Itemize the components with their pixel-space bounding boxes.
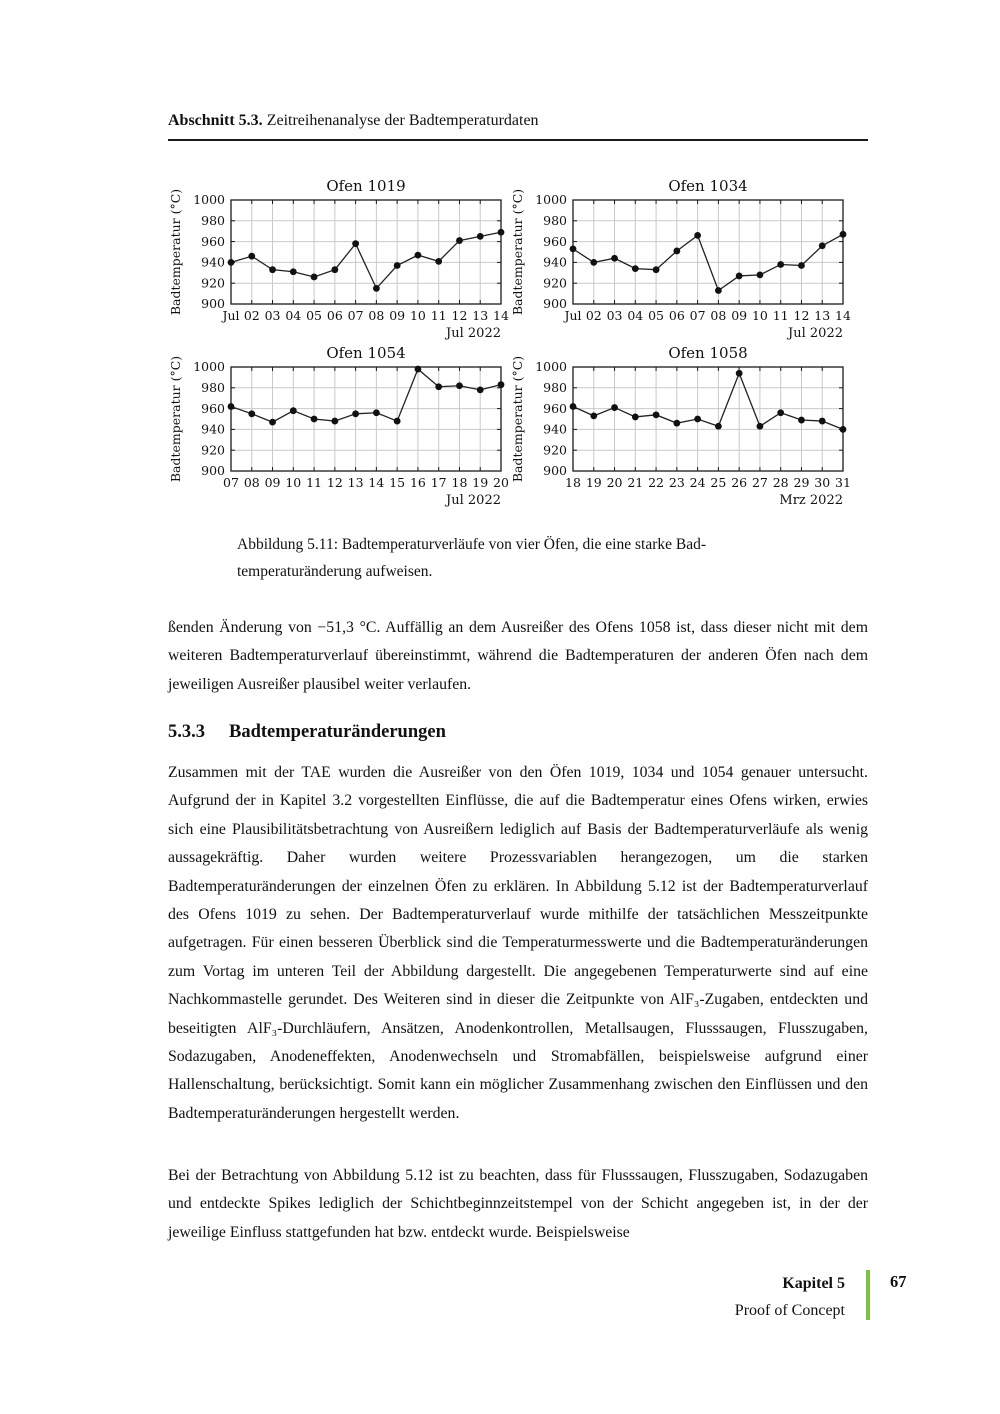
footer-chapter-label: Kapitel 5 [782, 1275, 845, 1292]
y-tick-label: 1000 [535, 192, 567, 208]
y-tick-label: 980 [543, 213, 567, 228]
data-point-marker [477, 386, 484, 393]
section-title-label: Zeitreihenanalyse der Badtemperaturdaten [262, 112, 539, 129]
x-tick-label: 20 [493, 475, 509, 490]
data-point-marker [290, 407, 297, 414]
y-tick-label: 960 [201, 400, 225, 416]
chart-title: Ofen 1034 [668, 177, 748, 195]
x-tick-label: 17 [430, 475, 447, 490]
page-number: 67 [890, 1272, 907, 1291]
y-axis-label: Badtemperatur (°C) [168, 188, 183, 316]
x-tick-label: 19 [472, 475, 489, 490]
x-tick-label: 02 [243, 308, 260, 323]
x-tick-label: 13 [814, 308, 831, 323]
y-tick-label: 940 [201, 254, 225, 270]
data-point-marker [653, 411, 660, 418]
temperature-chart-ofen-1034 [509, 176, 851, 342]
x-axis-label: Mrz 2022 [779, 493, 843, 508]
temperature-chart-ofen-1019 [167, 176, 509, 342]
data-point-marker [757, 271, 764, 278]
x-tick-label: 07 [223, 475, 239, 490]
temperature-chart-ofen-1054 [167, 343, 509, 509]
x-axis-label: Jul 2022 [788, 326, 843, 341]
data-point-marker [456, 382, 463, 389]
x-tick-label: 14 [835, 308, 851, 323]
figure-caption-line2: temperaturänderung aufweisen. [237, 563, 433, 580]
data-point-marker [352, 410, 359, 417]
data-point-marker [590, 412, 597, 419]
data-point-marker [269, 266, 276, 273]
y-tick-label: 1000 [535, 359, 567, 375]
data-point-marker [435, 383, 442, 390]
figure-caption-line1: Abbildung 5.11: Badtemperaturverläufe von vier Öfen, die eine starke Bad- [237, 536, 707, 553]
data-point-marker [269, 419, 276, 426]
data-point-marker [394, 418, 401, 425]
x-tick-label: 13 [347, 475, 364, 490]
x-tick-label: 11 [772, 308, 789, 323]
x-tick-label: 13 [472, 308, 489, 323]
y-tick-label: 960 [543, 400, 567, 416]
y-tick-label: 980 [543, 380, 567, 395]
y-tick-label: 940 [201, 421, 225, 437]
y-tick-label: 900 [201, 296, 225, 312]
x-tick-label: 22 [648, 475, 665, 490]
data-point-marker [819, 418, 826, 425]
data-point-marker [373, 409, 380, 416]
x-tick-label: 29 [793, 475, 810, 490]
data-point-marker [840, 231, 847, 238]
x-tick-label: 12 [326, 475, 343, 490]
x-tick-label: 12 [451, 308, 468, 323]
x-axis-label: Jul 2022 [446, 326, 501, 341]
y-axis-label: Badtemperatur (°C) [510, 188, 525, 316]
x-tick-label: 18 [565, 475, 581, 490]
chart-title: Ofen 1054 [326, 344, 406, 362]
x-tick-label: 05 [306, 308, 323, 323]
x-tick-label: 20 [606, 475, 623, 490]
data-point-marker [311, 416, 318, 423]
section-number-label: Abschnitt 5.3. [168, 112, 263, 129]
data-point-marker [290, 268, 297, 275]
y-axis-label: Badtemperatur (°C) [168, 355, 183, 483]
x-tick-label: 08 [710, 308, 727, 323]
data-point-marker [611, 255, 618, 262]
data-point-marker [373, 285, 380, 292]
footer-chapter-block [735, 1270, 845, 1324]
footer-chapter-subtitle: Proof of Concept [734, 1302, 845, 1319]
data-point-marker [777, 261, 784, 268]
x-tick-label: 04 [285, 308, 302, 323]
x-tick-label: 06 [668, 308, 685, 323]
y-tick-label: 1000 [193, 192, 225, 208]
data-point-marker [498, 229, 505, 236]
y-tick-label: 960 [543, 233, 567, 249]
data-point-marker [715, 287, 722, 294]
x-tick-label: 08 [243, 475, 260, 490]
x-tick-label: 10 [409, 308, 426, 323]
x-tick-label: 10 [751, 308, 768, 323]
x-tick-label: 23 [668, 475, 685, 490]
x-tick-label: 19 [585, 475, 602, 490]
x-tick-label: 05 [648, 308, 665, 323]
line-chart-svg [509, 176, 851, 342]
data-point-marker [673, 248, 680, 255]
header-rule [168, 139, 868, 141]
y-tick-label: 920 [201, 442, 225, 458]
x-tick-label: 03 [264, 308, 281, 323]
x-tick-label: Jul [564, 308, 582, 323]
y-axis-label: Badtemperatur (°C) [510, 355, 525, 483]
data-point-marker [352, 240, 359, 247]
x-tick-label: 24 [689, 475, 706, 490]
figure-caption [237, 531, 852, 585]
x-tick-label: Jul [222, 308, 240, 323]
y-tick-label: 980 [201, 380, 225, 395]
x-tick-label: 18 [451, 475, 468, 490]
y-tick-label: 920 [201, 275, 225, 291]
y-tick-label: 900 [201, 463, 225, 479]
x-tick-label: 12 [793, 308, 810, 323]
data-point-marker [394, 262, 401, 269]
footer-accent-bar [866, 1270, 870, 1320]
y-tick-label: 920 [543, 275, 567, 291]
x-tick-label: 25 [710, 475, 727, 490]
data-point-marker [653, 266, 660, 273]
x-tick-label: 14 [493, 308, 509, 323]
x-tick-label: 09 [264, 475, 281, 490]
data-point-marker [715, 423, 722, 430]
data-point-marker [632, 265, 639, 272]
data-point-marker [736, 370, 743, 377]
data-point-marker [331, 266, 338, 273]
x-tick-label: 10 [285, 475, 302, 490]
x-tick-label: 15 [389, 475, 406, 490]
x-tick-label: 31 [835, 475, 851, 490]
data-point-marker [477, 233, 484, 240]
section-heading [168, 722, 446, 743]
x-tick-label: 09 [389, 308, 406, 323]
temperature-chart-ofen-1058 [509, 343, 851, 509]
y-tick-label: 900 [543, 463, 567, 479]
x-tick-label: 07 [347, 308, 364, 323]
x-tick-label: 02 [585, 308, 602, 323]
x-tick-label: 09 [731, 308, 748, 323]
section-heading-number: 5.3.3 [168, 722, 205, 742]
y-tick-label: 1000 [193, 359, 225, 375]
line-chart-svg [509, 343, 851, 509]
x-tick-label: 26 [731, 475, 748, 490]
x-axis-label: Jul 2022 [446, 493, 501, 508]
x-tick-label: 11 [306, 475, 323, 490]
x-tick-label: 11 [430, 308, 447, 323]
data-point-marker [415, 366, 422, 373]
data-point-marker [798, 417, 805, 424]
data-point-marker [798, 262, 805, 269]
data-point-marker [311, 274, 318, 281]
data-point-marker [248, 410, 255, 417]
x-tick-label: 03 [606, 308, 623, 323]
x-tick-label: 21 [627, 475, 644, 490]
data-point-marker [777, 409, 784, 416]
line-chart-svg [167, 176, 509, 342]
x-tick-label: 27 [751, 475, 768, 490]
x-tick-label: 16 [409, 475, 426, 490]
y-tick-label: 940 [543, 254, 567, 270]
y-tick-label: 920 [543, 442, 567, 458]
y-tick-label: 940 [543, 421, 567, 437]
body-paragraph-2: Zusammen mit der TAE wurden die Ausreißer von den Öfen 1019, 1034 und 1054 genauer untersucht. Aufgrund der in Kapitel 3.2 vorgestellten Einflüsse, die auf die Badtemperatur eines Ofens wirken, erwies sich eine Plausibilitätsbetrachtung von Ausreißern lediglich auf Basis der Badtemperaturverläufe als wenig aussagekräftig. Daher wurden weitere Prozessvariablen herangezogen, um die starken Badtemperaturänderungen der einzelnen Öfen zu erklären. In Abbildung 5.12 ist der Badtemperaturverlauf des Ofens 1019 zu sehen. Der Badtemperaturverlauf wurde mithilfe der tatsächlichen Messzeitpunkte aufgetragen. Für einen besseren Überblick sind die Temperaturmesswerte und die Badtemperaturänderungen zum Vortag im unteren Teil der Abbildung dargestellt. Die angegebenen Temperaturwerte sind auf eine Nachkommastelle gerundet. Des Weiteren sind in dieser die Zeitpunkte von AlF₃-Zugaben, entdeckten und beseitigten AlF₃-Durchläufern, Ansätzen, Anodenkontrollen, Metallsaugen, Flusssaugen, Flusszugaben, Sodazugaben, Anodeneffekten, Anodenwechseln und Stromabfällen, beispielsweise aufgrund einer Hallenschaltung, berücksichtigt. Somit kann ein möglicher Zusammenhang zwischen den Einflüssen und den Badtemperaturänderungen hergestellt werden. [168, 764, 868, 1122]
data-point-marker [694, 232, 701, 239]
chart-title: Ofen 1058 [668, 344, 748, 362]
chart-title: Ofen 1019 [326, 177, 406, 195]
y-tick-label: 960 [201, 233, 225, 249]
y-tick-label: 980 [201, 213, 225, 228]
data-point-marker [757, 423, 764, 430]
data-point-marker [570, 245, 577, 252]
y-tick-label: 900 [543, 296, 567, 312]
data-point-marker [435, 258, 442, 265]
data-point-marker [228, 259, 235, 266]
data-point-marker [736, 273, 743, 280]
data-point-marker [840, 426, 847, 433]
x-tick-label: 04 [627, 308, 644, 323]
x-tick-label: 28 [772, 475, 789, 490]
data-point-marker [228, 403, 235, 410]
running-header [168, 112, 868, 130]
line-chart-svg [167, 343, 509, 509]
x-tick-label: 08 [368, 308, 385, 323]
data-point-marker [331, 418, 338, 425]
series-line [231, 369, 501, 422]
data-point-marker [570, 403, 577, 410]
x-tick-label: 07 [689, 308, 706, 323]
data-point-marker [694, 416, 701, 423]
x-tick-label: 14 [368, 475, 385, 490]
data-point-marker [673, 420, 680, 427]
data-point-marker [415, 252, 422, 259]
body-paragraph-3: Bei der Betrachtung von Abbildung 5.12 ist zu beachten, dass für Flusssaugen, Flusszugaben, Sodazugaben und entdeckte Spikes lediglich der Schichtbeginnzeitstempel von der Schicht angegeben ist, in der der jeweilige Einfluss stattgefunden hat bzw. entdeckt wurde. Beispielsweise [168, 1167, 868, 1241]
data-point-marker [819, 242, 826, 249]
section-heading-title: Badtemperaturänderungen [229, 722, 446, 742]
x-tick-label: 30 [814, 475, 831, 490]
data-point-marker [590, 259, 597, 266]
x-tick-label: 06 [326, 308, 343, 323]
data-point-marker [248, 253, 255, 260]
data-point-marker [611, 404, 618, 411]
body-paragraph-1: ßenden Änderung von −51,3 °C. Auffällig an dem Ausreißer des Ofens 1058 ist, dass dieser nicht mit dem weiteren Badtemperaturverlauf übereinstimmt, während die Badtemperaturen der anderen Öfen nach dem jeweiligen Ausreißer plausibel weiter verlaufen. [168, 619, 868, 693]
data-point-marker [632, 414, 639, 421]
data-point-marker [456, 237, 463, 244]
data-point-marker [498, 381, 505, 388]
